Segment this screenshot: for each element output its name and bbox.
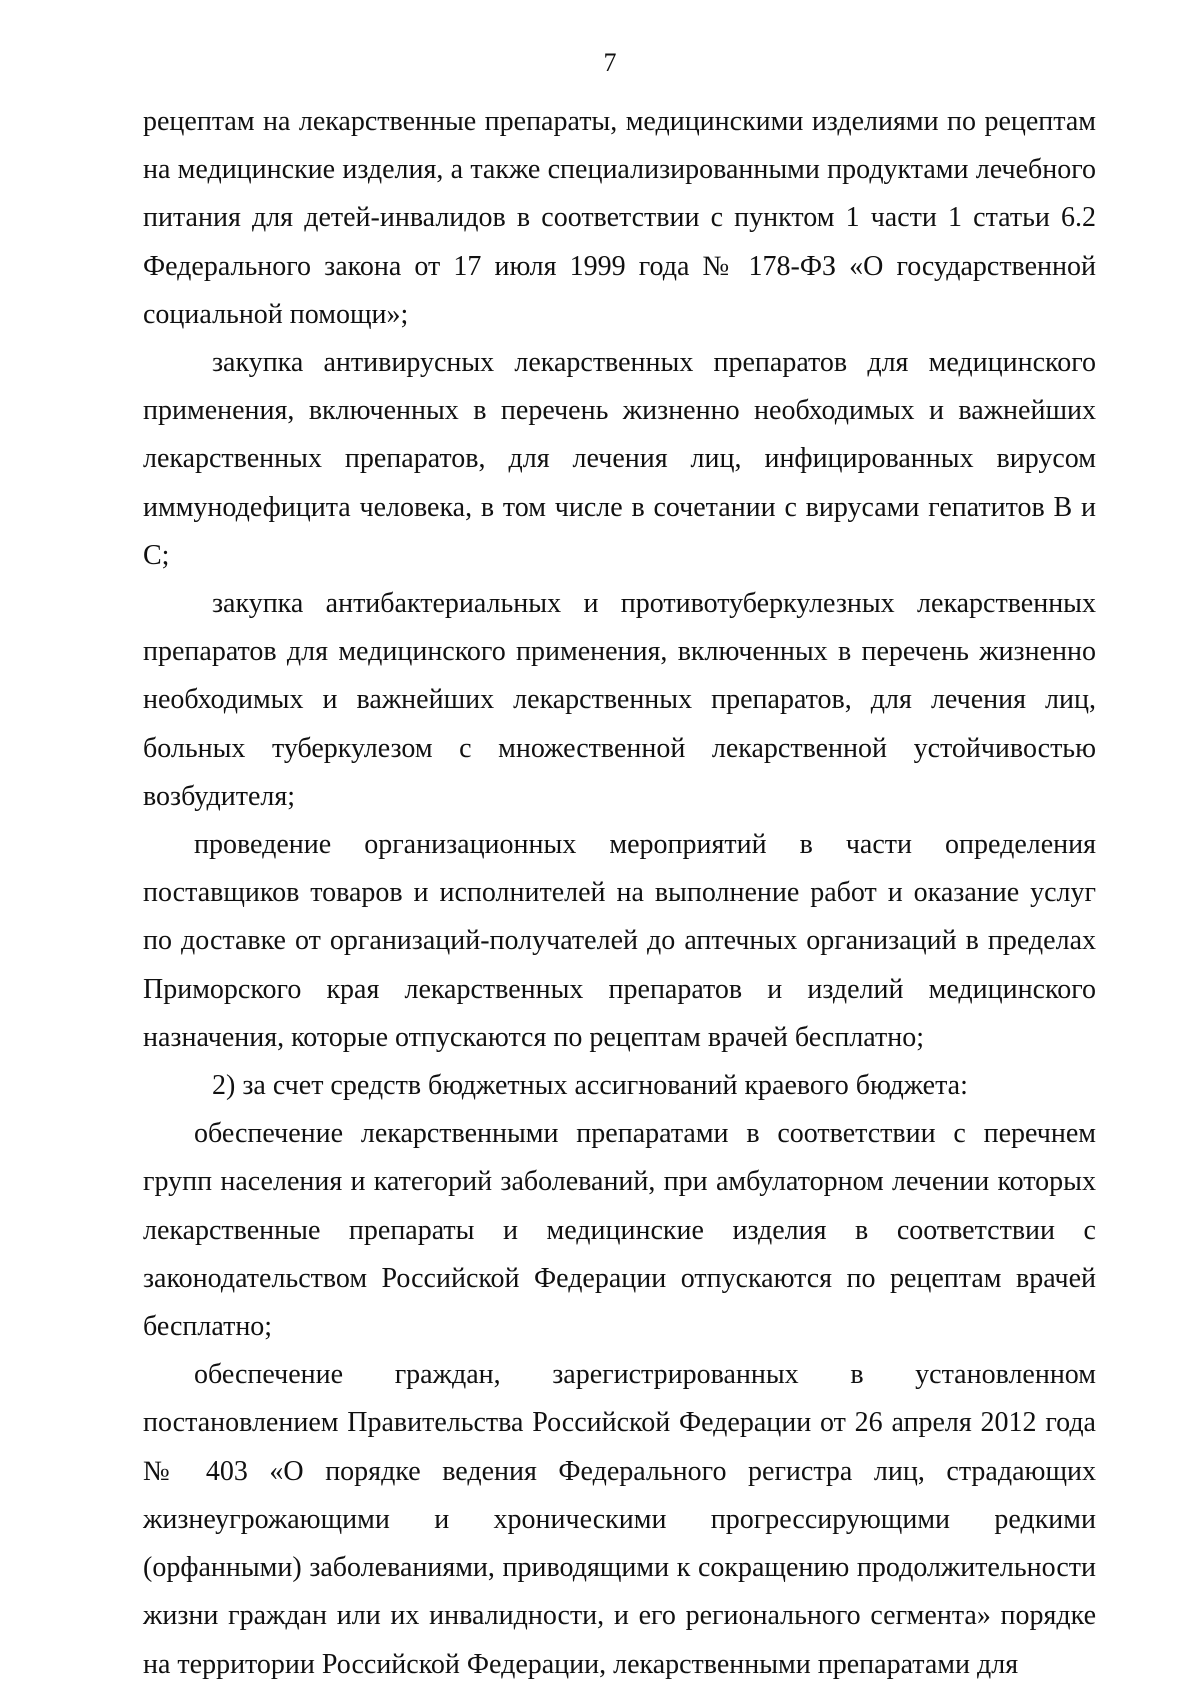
- paragraph-antiviral-procurement: закупка антивирусных лекарственных препаратов для медицинского применения, включенных в перечень жизненно необходимых и важнейших лекарственных препаратов, для лечения лиц, инфицированных вирусом иммунодефицита человека, в том числе в сочетании с вирусами гепатитов B и C;: [143, 347, 1096, 571]
- document-body: [143, 98, 1096, 1689]
- paragraph-regional-budget-item: 2) за счет средств бюджетных ассигнований краевого бюджета:: [212, 1070, 968, 1102]
- paragraph-antibacterial-procurement: закупка антибактериальных и противотуберкулезных лекарственных препаратов для медицинского применения, включенных в перечень жизненно необходимых и важнейших лекарственных препаратов, для лечения лиц, больных туберкулезом с множественной лекарственной устойчивостью возбудителя;: [143, 588, 1096, 812]
- paragraph-medication-provision: обеспечение лекарственными препаратами в соответствии с перечнем групп населения и категорий заболеваний, при амбулаторном лечении которых лекарственные препараты и медицинские изделия в соответствии с законодательством Российской Федерации отпускаются по рецептам врачей бесплатно;: [143, 1118, 1096, 1343]
- paragraph-orphan-disease-provision: обеспечение граждан, зарегистрированных в установленном постановлением Правительства Российской Федерации от 26 апреля 2012 года № 403 «О порядке ведения Федерального регистра лиц, страдающих жизнеугрожающими и хроническими прогрессирующими редкими (орфанными) заболеваниями, приводящими к сокращению продолжительности жизни граждан или их инвалидности, и его регионального сегмента» порядке на территории Российской Федерации, лекарственными препаратами для: [143, 1359, 1096, 1680]
- paragraph-continuation: рецептам на лекарственные препараты, медицинскими изделиями по рецептам на медицинские изделия, а также специализированными продуктами лечебного питания для детей-инвалидов в соответствии с пунктом 1 части 1 статьи 6.2 Федерального закона от 17 июля 1999 года № 178-ФЗ «О государственной социальной помощи»;: [143, 106, 1096, 330]
- paragraph-organizational-measures: проведение организационных мероприятий в части определения поставщиков товаров и исполнителей на выполнение работ и оказание услуг по доставке от организаций-получателей до аптечных организаций в пределах Приморского края лекарственных препаратов и изделий медицинского назначения, которые отпускаются по рецептам врачей бесплатно;: [143, 829, 1096, 1053]
- page-number: 7: [603, 48, 617, 77]
